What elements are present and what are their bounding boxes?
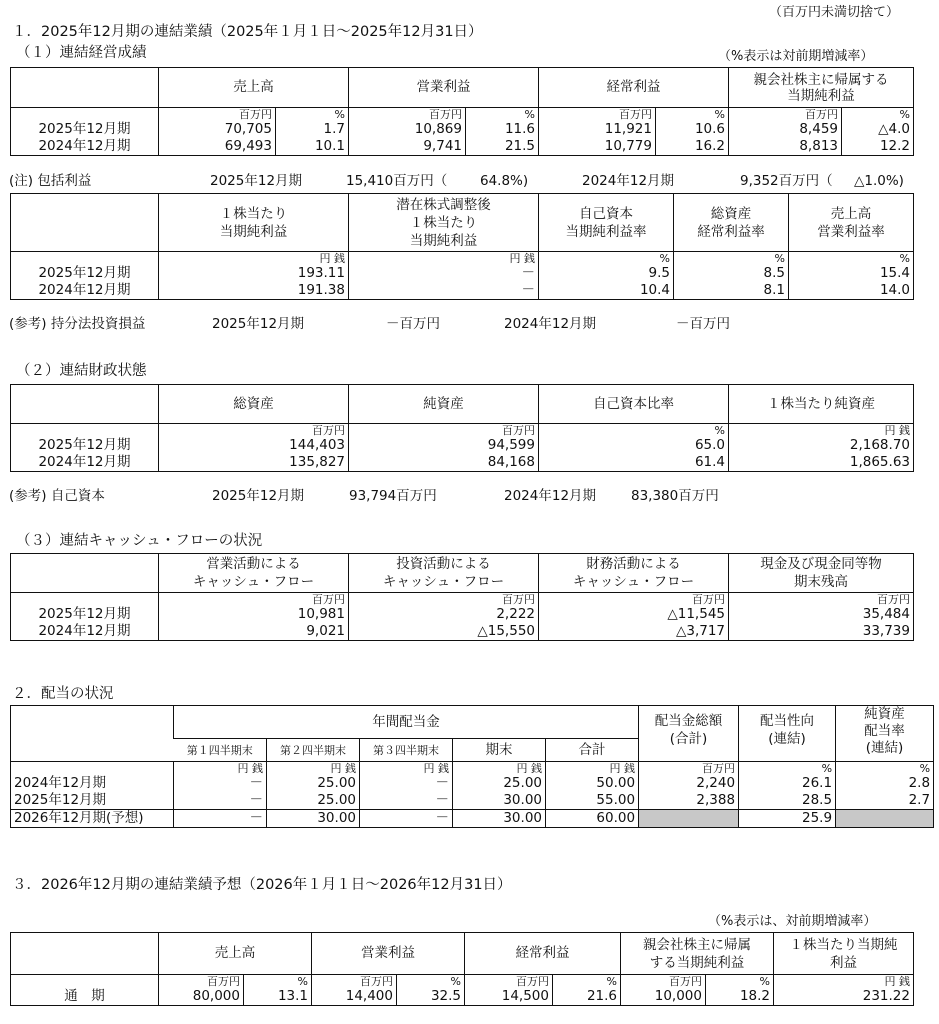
unit-cell: %: [789, 252, 914, 266]
header-line: (連結): [768, 731, 806, 747]
comprehensive-period-1: 2025年12月期: [210, 173, 303, 189]
value-cell: －: [174, 775, 267, 792]
value-cell: 11,921: [539, 121, 656, 138]
header-total: 合計: [546, 739, 639, 762]
value-cell: 2,388: [639, 792, 739, 810]
unit-cell: 百万円: [639, 762, 739, 776]
header-ordinary-income: 経常利益: [465, 933, 621, 975]
equity-ref-value-1: 93,794百万円: [349, 488, 437, 504]
row-label: 2024年12月期: [38, 282, 131, 298]
value-cell: 69,493: [159, 138, 276, 156]
value-cell: 8.5: [674, 265, 789, 282]
value-cell: 94,599: [349, 437, 539, 454]
equity-ref-period-1: 2025年12月期: [212, 488, 305, 504]
value-cell: 26.1: [739, 775, 836, 792]
forecast-note: （%表示は、対前期増減率）: [708, 914, 877, 929]
value-cell: 8.1: [674, 282, 789, 300]
value-cell: 28.5: [739, 792, 836, 810]
value-cell: －: [360, 775, 453, 792]
unit-cell: 百万円: [312, 975, 397, 989]
equity-ref-value-2: 83,380百万円: [631, 488, 719, 504]
value-cell: 18.2: [706, 988, 774, 1006]
unit-cell: 円 銭: [546, 762, 639, 776]
value-cell: －: [349, 265, 539, 282]
header-line: (連結): [865, 740, 904, 756]
comprehensive-rate-1: 64.8%): [480, 173, 529, 189]
table-row: [11, 437, 914, 454]
header-line: する当期純利益: [649, 954, 745, 971]
header-line: キャッシュ・フロー: [572, 574, 695, 590]
unit-cell: 百万円: [539, 593, 729, 607]
table-row: [11, 121, 914, 138]
value-cell: 30.00: [453, 792, 546, 810]
header-financing-cf: [539, 554, 729, 593]
value-cell: 61.4: [539, 454, 729, 472]
unit-cell: 円 銭: [159, 252, 349, 266]
value-cell: 2.8: [836, 775, 934, 792]
value-cell: 1,865.63: [729, 454, 914, 472]
equity-method-label: (参考) 持分法投資損益: [9, 316, 146, 332]
value-cell: 2,222: [349, 606, 539, 623]
value-cell: 2,168.70: [729, 437, 914, 454]
unit-cell: 百万円: [621, 975, 706, 989]
header-line: 投資活動による: [396, 556, 491, 572]
equity-method-value-2: －百万円: [676, 316, 730, 332]
comprehensive-rate-2: △1.0%): [854, 173, 904, 189]
header-sales: 売上高: [159, 933, 312, 975]
table-row: [11, 138, 914, 156]
unit-cell: 円 銭: [360, 762, 453, 776]
equity-method-period-2: 2024年12月期: [504, 316, 597, 332]
header-operating-income: 営業利益: [349, 68, 539, 108]
header-net-income: [729, 68, 914, 108]
value-cell: 9,741: [349, 138, 466, 156]
section2-title: ２．配当の状況: [12, 686, 114, 702]
header-diluted-eps: [349, 194, 539, 252]
value-cell: 25.00: [267, 775, 360, 792]
header-net-income: [621, 933, 774, 975]
value-cell: －: [349, 282, 539, 300]
header-line: 現金及び現金同等物: [760, 556, 882, 572]
header-line: 総資産: [710, 205, 752, 222]
value-cell: 10,779: [539, 138, 656, 156]
value-cell: 10,981: [159, 606, 349, 623]
operating-results-table: [10, 67, 914, 156]
header-line: 利益: [830, 954, 857, 971]
section1-title: １．2025年12月期の連結業績（2025年１月１日～2025年12月31日）: [12, 24, 483, 40]
financial-position-table: [10, 384, 914, 472]
equity-method-value-1: －百万円: [386, 316, 440, 332]
value-cell: 135,827: [159, 454, 349, 472]
value-cell: 60.00: [546, 810, 639, 828]
header-line: 配当金総額: [654, 713, 723, 729]
header-line: 売上高: [830, 205, 872, 222]
header-line: １株当たり: [219, 205, 288, 222]
unit-cell: %: [656, 108, 729, 122]
table-row: [11, 454, 914, 472]
sub3-title: （３）連結キャッシュ・フローの状況: [16, 533, 263, 549]
row-label: 2024年12月期: [38, 138, 131, 154]
unit-cell: %: [276, 108, 349, 122]
row-label: 通 期: [64, 988, 105, 1004]
value-cell: 35,484: [729, 606, 914, 623]
value-cell: 193.11: [159, 265, 349, 282]
value-cell: 14.0: [789, 282, 914, 300]
value-cell: 11.6: [466, 121, 539, 138]
header-line: 当期純利益率: [565, 223, 647, 240]
unit-cell: %: [244, 975, 312, 989]
table-row: [11, 792, 934, 810]
value-cell: 55.00: [546, 792, 639, 810]
unit-note: （百万円未満切捨て）: [769, 5, 900, 20]
table-row: [11, 282, 914, 300]
header-line: 配当率: [864, 723, 905, 739]
value-cell: 30.00: [453, 810, 546, 828]
table-row: [11, 606, 914, 623]
header-line: キャッシュ・フロー: [382, 574, 505, 590]
row-label: 2025年12月期: [38, 265, 131, 281]
value-cell: 10.1: [276, 138, 349, 156]
row-label: 2025年12月期: [38, 437, 131, 453]
value-cell: 10.4: [539, 282, 674, 300]
value-cell: 14,400: [312, 988, 397, 1006]
header-line: 営業利益率: [817, 223, 885, 240]
unit-cell: 百万円: [349, 108, 466, 122]
unit-cell: 円 銭: [174, 762, 267, 776]
value-cell: 10.6: [656, 121, 729, 138]
header-net-income-line2: 当期純利益: [787, 87, 855, 104]
header-cash-balance: [729, 554, 914, 593]
header-line: 配当性向: [760, 713, 815, 729]
header-line: 営業活動による: [206, 556, 301, 572]
dividend-table: [10, 705, 934, 828]
unit-cell: %: [553, 975, 621, 989]
table-row-forecast: [11, 810, 934, 828]
sub1-title: （１）連結経営成績: [16, 45, 147, 61]
shaded-cell: [836, 810, 934, 828]
row-label: 2025年12月期: [38, 606, 131, 622]
unit-cell: %: [706, 975, 774, 989]
header-net-assets: 純資産: [349, 385, 539, 424]
value-cell: 50.00: [546, 775, 639, 792]
value-cell: 25.00: [267, 792, 360, 810]
value-cell: 80,000: [159, 988, 244, 1006]
header-line: (合計): [669, 731, 708, 747]
value-cell: 8,813: [729, 138, 842, 156]
unit-cell: %: [539, 252, 674, 266]
header-operating-income: 営業利益: [312, 933, 465, 975]
value-cell: 21.6: [553, 988, 621, 1006]
header-ordinary-income: 経常利益: [539, 68, 729, 108]
value-cell: 144,403: [159, 437, 349, 454]
value-cell: －: [360, 810, 453, 828]
forecast-table: [10, 932, 914, 1006]
equity-ref-period-2: 2024年12月期: [504, 488, 597, 504]
header-payout-ratio: [739, 706, 836, 762]
header-line: 財務活動による: [586, 556, 681, 572]
unit-cell: %: [739, 762, 836, 776]
header-line: 親会社株主に帰属: [643, 936, 751, 953]
value-cell: 25.9: [739, 810, 836, 828]
header-sales: 売上高: [159, 68, 349, 108]
header-q2: 第２四半期末: [267, 739, 360, 762]
value-cell: 191.38: [159, 282, 349, 300]
unit-cell: 円 銭: [267, 762, 360, 776]
header-line: 期末残高: [794, 574, 848, 590]
unit-cell: 円 銭: [349, 252, 539, 266]
row-label: 2025年12月期: [14, 792, 107, 808]
unit-cell: %: [466, 108, 539, 122]
row-label: 2024年12月期: [38, 454, 131, 470]
value-cell: 12.2: [842, 138, 914, 156]
unit-cell: 百万円: [349, 424, 539, 438]
value-cell: 14,500: [465, 988, 553, 1006]
unit-cell: 百万円: [729, 108, 842, 122]
per-share-table: [10, 193, 914, 300]
value-cell: 21.5: [466, 138, 539, 156]
header-total-assets: 総資産: [159, 385, 349, 424]
unit-cell: %: [539, 424, 729, 438]
comprehensive-note-label: (注) 包括利益: [9, 173, 92, 189]
header-line: 当期純利益: [409, 232, 478, 249]
header-line: 当期純利益: [219, 223, 288, 240]
value-cell: 9.5: [539, 265, 674, 282]
table-row: [11, 623, 914, 641]
unit-cell: 百万円: [159, 975, 244, 989]
value-cell: －: [360, 792, 453, 810]
value-cell: 13.1: [244, 988, 312, 1006]
value-cell: 70,705: [159, 121, 276, 138]
value-cell: 231.22: [774, 988, 914, 1006]
value-cell: 33,739: [729, 623, 914, 641]
sub1-note: （%表示は対前期増減率）: [718, 49, 874, 64]
header-line: １株当たり当期純: [789, 936, 898, 953]
value-cell: 2,240: [639, 775, 739, 792]
value-cell: 16.2: [656, 138, 729, 156]
sub2-title: （２）連結財政状態: [16, 363, 147, 379]
header-q1: 第１四半期末: [174, 739, 267, 762]
header-line: １株当たり: [409, 214, 478, 231]
value-cell: 32.5: [397, 988, 465, 1006]
unit-cell: 円 銭: [729, 424, 914, 438]
unit-cell: 百万円: [729, 593, 914, 607]
value-cell: △3,717: [539, 623, 729, 641]
value-cell: 1.7: [276, 121, 349, 138]
header-line: 純資産: [864, 706, 905, 722]
value-cell: －: [174, 810, 267, 828]
unit-cell: 百万円: [539, 108, 656, 122]
value-cell: △4.0: [842, 121, 914, 138]
row-label: 2024年12月期: [14, 775, 107, 791]
value-cell: 15.4: [789, 265, 914, 282]
value-cell: 25.00: [453, 775, 546, 792]
header-operating-margin: [789, 194, 914, 252]
header-line: 潜在株式調整後: [396, 196, 491, 213]
value-cell: 10,000: [621, 988, 706, 1006]
comprehensive-value-1: 15,410百万円（: [346, 173, 448, 189]
unit-cell: 百万円: [159, 593, 349, 607]
value-cell: △15,550: [349, 623, 539, 641]
header-total-dividend: [639, 706, 739, 762]
unit-cell: 円 銭: [774, 975, 914, 989]
unit-cell: %: [842, 108, 914, 122]
header-roa: [674, 194, 789, 252]
unit-cell: %: [674, 252, 789, 266]
table-row: [11, 775, 934, 792]
header-annual-dividend: 年間配当金: [174, 706, 639, 739]
header-roe: [539, 194, 674, 252]
header-year-end: 期末: [453, 739, 546, 762]
header-line: 自己資本: [579, 205, 633, 222]
header-q3: 第３四半期末: [360, 739, 453, 762]
comprehensive-value-2: 9,352百万円（: [740, 173, 833, 189]
header-operating-cf: [159, 554, 349, 593]
unit-cell: 百万円: [159, 424, 349, 438]
value-cell: －: [174, 792, 267, 810]
shaded-cell: [639, 810, 739, 828]
unit-cell: 百万円: [465, 975, 553, 989]
value-cell: 9,021: [159, 623, 349, 641]
header-line: 経常利益率: [697, 223, 765, 240]
table-row: [11, 265, 914, 282]
equity-ref-label: (参考) 自己資本: [9, 488, 105, 504]
unit-cell: 円 銭: [453, 762, 546, 776]
equity-method-period-1: 2025年12月期: [212, 316, 305, 332]
header-eps: [159, 194, 349, 252]
value-cell: 30.00: [267, 810, 360, 828]
unit-cell: %: [397, 975, 465, 989]
value-cell: 84,168: [349, 454, 539, 472]
header-line: キャッシュ・フロー: [192, 574, 315, 590]
value-cell: 65.0: [539, 437, 729, 454]
value-cell: 8,459: [729, 121, 842, 138]
header-doe: [836, 706, 934, 762]
cash-flow-table: [10, 553, 914, 641]
row-label: 2025年12月期: [38, 121, 131, 137]
table-row: [11, 988, 914, 1006]
value-cell: △11,545: [539, 606, 729, 623]
unit-cell: 百万円: [159, 108, 276, 122]
header-eps: [774, 933, 914, 975]
comprehensive-period-2: 2024年12月期: [582, 173, 675, 189]
unit-cell: 百万円: [349, 593, 539, 607]
header-investing-cf: [349, 554, 539, 593]
row-label: 2026年12月期(予想): [11, 810, 174, 828]
row-label: 2024年12月期: [38, 623, 131, 639]
header-net-income-line1: 親会社株主に帰属する: [753, 71, 889, 88]
value-cell: 2.7: [836, 792, 934, 810]
unit-cell: %: [836, 762, 934, 776]
section3-title: ３．2026年12月期の連結業績予想（2026年１月１日～2026年12月31日）: [12, 877, 512, 893]
value-cell: 10,869: [349, 121, 466, 138]
header-equity-ratio: 自己資本比率: [539, 385, 729, 424]
header-bps: １株当たり純資産: [729, 385, 914, 424]
